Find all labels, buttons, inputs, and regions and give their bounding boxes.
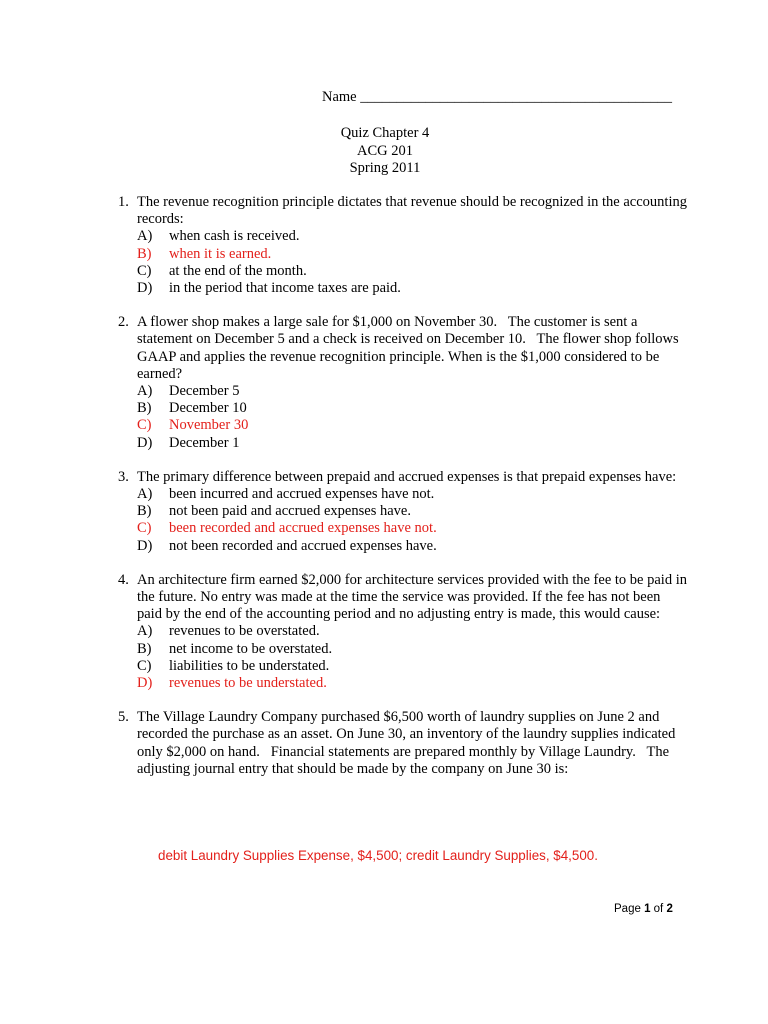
option-letter: A) [137,486,153,503]
question-number: 4. [118,571,129,588]
option-text: not been recorded and accrued expenses have. [169,537,437,554]
option-letter: B) [137,640,152,657]
page-total: 2 [666,903,673,915]
option-b [137,400,688,417]
question-stem: The revenue recognition principle dictates that revenue should be recognized in the accounting records: [137,194,687,228]
option-text: liabilities to be understated. [169,657,330,674]
option-c [137,263,688,280]
option-text: revenues to be overstated. [169,623,320,640]
course-code: ACG 201 [357,142,413,159]
question-4 [118,572,688,692]
option-text: net income to be overstated. [169,640,333,657]
option-text: been incurred and accrued expenses have not. [169,486,435,503]
option-text: November 30 [169,417,249,434]
question-stem: The Village Laundry Company purchased $6,500 worth of laundry supplies on June 2 and recorded the purchase as an asset. On June 30, an inventory of the laundry supplies indicated only $2,000 on hand. Financial statements are prepared monthly by Village Laundry. The adjusting journal entry that should be made by the company on June 30 is: [137,709,679,777]
option-d [137,280,688,297]
option-text: when it is earned. [169,245,272,262]
option-a [137,383,688,400]
question-3 [118,469,688,555]
option-c-correct-answer [137,520,688,537]
option-d [137,538,688,555]
option-letter: A) [137,228,153,245]
option-text: December 10 [169,400,247,417]
option-letter: A) [137,623,153,640]
question-stem: An architecture firm earned $2,000 for architecture services provided with the fee to be paid in the future. No entry was made at the time the service was provided. If the fee has not been paid by the end of the accounting period and no adjusting entry is made, this would cause: [137,571,687,623]
option-letter: D) [137,280,153,297]
question-number: 5. [118,709,129,726]
question-list [118,194,688,795]
option-d-correct-answer [137,675,688,692]
name-field-line: Name ___________________________________________ [322,89,672,105]
option-letter: D) [137,434,153,451]
option-text: in the period that income taxes are paid. [169,280,401,297]
option-letter: C) [137,262,152,279]
quiz-title: Quiz Chapter 4 [340,125,430,141]
option-letter: B) [137,245,152,262]
option-text: at the end of the month. [169,262,307,279]
question-number: 2. [118,314,129,331]
question-2 [118,314,688,452]
question-number: 3. [118,468,129,485]
option-a [137,228,688,245]
page-number [614,903,673,915]
option-text: December 5 [169,383,240,400]
option-a [137,486,688,503]
option-letter: A) [137,383,153,400]
option-b [137,641,688,658]
option-letter: D) [137,675,153,692]
option-letter: B) [137,503,152,520]
page-of: of [650,903,667,915]
option-text: when cash is received. [169,228,300,245]
question-number: 1. [118,194,129,210]
option-text: not been paid and accrued expenses have. [169,503,411,520]
option-b-correct-answer [137,246,688,263]
question-5-answer: debit Laundry Supplies Expense, $4,500; credit Laundry Supplies, $4,500. [158,848,598,863]
option-d [137,435,688,452]
option-text: been recorded and accrued expenses have not. [169,520,437,537]
question-stem: The primary difference between prepaid and accrued expenses is that prepaid expenses have: [137,468,677,485]
page-prefix: Page [614,903,645,915]
option-letter: B) [137,400,152,417]
question-5 [118,709,688,778]
option-letter: C) [137,520,152,537]
option-letter: C) [137,657,152,674]
option-letter: D) [137,537,153,554]
option-letter: C) [137,417,152,434]
page-current: 1 [644,903,651,915]
question-stem: A flower shop makes a large sale for $1,000 on November 30. The customer is sent a statement on December 5 and a check is received on December 10. The flower shop follows GAAP and applies the revenue recognition principle. When is the $1,000 considered to be earned? [137,314,683,382]
quiz-header [300,125,470,178]
option-text: December 1 [169,434,240,451]
term: Spring 2011 [349,160,421,176]
option-text: revenues to be understated. [169,675,327,692]
question-1 [118,194,688,297]
option-a [137,623,688,640]
option-c [137,658,688,675]
option-b [137,503,688,520]
option-c-correct-answer [137,417,688,434]
